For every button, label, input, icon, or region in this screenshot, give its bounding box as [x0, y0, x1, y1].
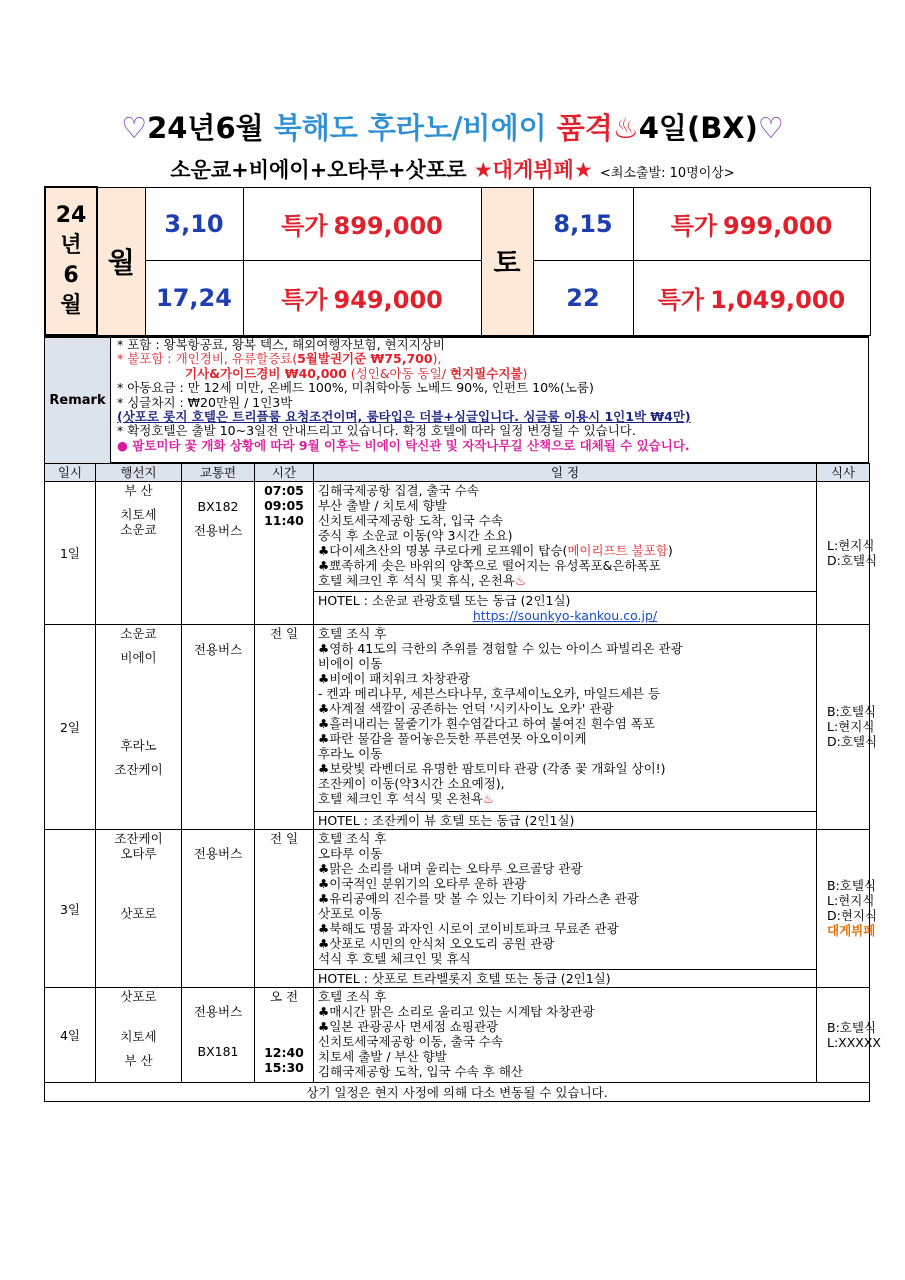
- remark-excluded: * 불포함 : 개인경비, 유류할증료(5월발권기준 ₩75,700),: [117, 352, 442, 367]
- itinerary-day-row: [45, 482, 870, 625]
- time-cell: 전 일: [255, 625, 314, 830]
- header-place: 행선지: [96, 464, 182, 482]
- heart-icon: ♡: [121, 111, 148, 145]
- transport-cell: 전용버스: [182, 625, 255, 830]
- time-cell: 전 일: [255, 830, 314, 988]
- subtitle: 소운쿄+비에이+오타루+삿포로 ★대게뷔페★ <최소출발: 10명이상>: [170, 158, 735, 182]
- departure-dates: 22: [533, 260, 633, 335]
- day-label: 2일: [45, 625, 96, 830]
- header-meal: 식사: [817, 464, 870, 482]
- header-time: 시간: [255, 464, 314, 482]
- bullet-icon: ●: [117, 438, 128, 453]
- transport-cell: BX182 전용버스: [182, 482, 255, 625]
- meal-cell: B:호텔식 L:XXXXX: [817, 988, 870, 1083]
- transport-cell: 전용버스 BX181: [182, 988, 255, 1083]
- remark-sapporo-note: (삿포로 롯지 호텔은 트리플룸 요청조건이며, 룸타입은 더블+싱글입니다. 싱글룸 이용시 1인1박 ₩4만): [117, 410, 691, 425]
- onsen-icon: ♨: [514, 573, 527, 588]
- hotel-info: HOTEL : 소운쿄 관광호텔 또는 동급 (2인1실) https://sounkyo-kankou.co.jp/: [314, 591, 816, 623]
- time-cell: 오 전 12:40 15:30: [255, 988, 314, 1083]
- remark-flower-note: ● 팜토미타 꽃 개화 상황에 따라 9월 이후는 비에이 탁신관 및 자작나무길 산책으로 대체될 수 있습니다.: [117, 438, 690, 453]
- schedule-cell: 호텔 조식 후 ♣매시간 맑은 소리로 울리고 있는 시계탑 차창관광 ♣일본 관광공사 면세점 쇼핑관광 신치토세국제공항 이동, 출국 수속 치토세 출발 / 부산 향발 김해국제공항 도착, 입국 수속 후 해산: [314, 988, 817, 1083]
- header-schedule: 일 정: [314, 464, 817, 482]
- price-table: [44, 186, 871, 336]
- departure-dates: 17,24: [145, 260, 243, 335]
- special-price: 특가 999,000: [633, 187, 870, 260]
- onsen-icon: ♨: [482, 791, 494, 806]
- header-day: 일시: [45, 464, 96, 482]
- hotel-info: HOTEL : 조잔케이 뷰 호텔 또는 동급 (2인1실): [314, 811, 816, 828]
- meal-cell: B:호텔식 L:현지식 D:호텔식: [817, 625, 870, 830]
- hotel-info: HOTEL : 삿포로 트라벨롯지 호텔 또는 동급 (2인1실): [314, 969, 816, 986]
- itinerary-day-row: [45, 625, 870, 830]
- header-transport: 교통편: [182, 464, 255, 482]
- remark-guide-fee: 기사&가이드경비 ₩40,000 (성인&아동 동일/ 현지필수지불): [185, 366, 528, 381]
- day-label: 3일: [45, 830, 96, 988]
- place-cell: 부 산 치토세 소운쿄: [96, 482, 182, 625]
- remark-confirm-note: * 확정호텔은 출발 10~3일전 안내드리고 있습니다. 확정 호텔에 따라 일정 변경될 수 있습니다.: [117, 424, 636, 439]
- crab-buffet-badge: 대게뷔페: [827, 923, 876, 938]
- place-cell: 삿포로 치토세 부 산: [96, 988, 182, 1083]
- weekday-monday: 월: [97, 187, 145, 335]
- hotel-link[interactable]: https://sounkyo-kankou.co.jp/: [472, 608, 658, 623]
- schedule-cell: 호텔 조식 후 오타루 이동 ♣맑은 소리를 내며 울리는 오타루 오르골당 관광 ♣이국적인 분위기의 오타루 운하 관광 ♣유리공예의 진수를 맛 볼 수 있는 기타이치 가라스촌 관광 삿포로 이동 ♣북해도 명물 과자인 시로이 코이비토파크 무료존 관광 ♣삿포로 시민의 안식처 오오도리 공원 관광 석식 후 호텔 체크인 및 휴식 HOTEL : 삿포로 트라벨롯지 호텔 또는 동급 (2인1실): [314, 830, 817, 988]
- remark-body: [117, 338, 867, 453]
- year-month-cell: 24 년 6 월: [45, 187, 97, 335]
- onsen-icon: ♨: [612, 111, 639, 145]
- special-price: 특가 949,000: [243, 260, 481, 335]
- itinerary-day-row: [45, 988, 870, 1083]
- star-icon: ★: [473, 158, 493, 182]
- itinerary-table: [44, 463, 881, 1102]
- place-cell: 소운쿄 비에이 후라노 조잔케이: [96, 625, 182, 830]
- itinerary-day-row: [45, 830, 870, 988]
- main-title: ♡24년6월 북해도 후라노/비에이 품격♨4일(BX)♡: [121, 111, 784, 145]
- special-price: 특가 899,000: [243, 187, 481, 260]
- heart-icon: ♡: [757, 111, 784, 145]
- place-cell: 조잔케이 오타루 삿포로: [96, 830, 182, 988]
- star-icon: ★: [573, 158, 593, 182]
- itinerary-footer-note: 상기 일정은 현지 사정에 의해 다소 변동될 수 있습니다.: [45, 1083, 870, 1102]
- min-departure-note: <최소출발: 10명이상>: [599, 166, 735, 181]
- meal-cell: L:현지식 D:호텔식: [817, 482, 870, 625]
- remark-child-fee: * 아동요금 : 만 12세 미만, 온베드 100%, 미취학아동 노베드 90%, 인펀트 10%(노룸): [117, 381, 594, 396]
- departure-dates: 8,15: [533, 187, 633, 260]
- schedule-cell: 김해국제공항 집결, 출국 수속 부산 출발 / 치토세 향발 신치토세국제공항 도착, 입국 수속 중식 후 소운쿄 이동(약 3시간 소요) ♣다이세츠산의 명봉 쿠로다케 로프웨이 탑승(메이리프트 불포함) ♣뾰족하게 솟은 바위의 양쪽으로 떨어지는 유성폭포&은하폭포 호텔 체크인 후 석식 및 휴식, 온천욕♨ HOTEL : 소운쿄 관광호텔 또는 동급 (2인1실) https://sounkyo-kankou.co.jp/: [314, 482, 817, 625]
- remark-label: Remark: [45, 338, 111, 463]
- remark-single-charge: * 싱글차지 : ₩20만원 / 1인3박: [117, 395, 293, 410]
- meal-cell: B:호텔식 L:현지식 D:현지식 대게뷔페: [817, 830, 870, 988]
- time-cell: 07:05 09:05 11:40: [255, 482, 314, 625]
- schedule-cell: 호텔 조식 후 ♣영하 41도의 극한의 추위를 경험할 수 있는 아이스 파빌리온 관광 비에이 이동 ♣비에이 패치워크 차창관광 - 켄과 메리나무, 세븐스타나무, 호쿠세이노오카, 마일드세븐 등 ♣사계절 색깔이 공존하는 언덕 '시키사이노 오카' 관광 ♣흘러내리는 물줄기가 흰수염같다고 하여 붙여진 흰수염 폭포 ♣파란 물감을 풀어놓은듯한 푸른연못 아오이이케 후라노 이동 ♣보랏빛 라벤더로 유명한 팜토미타 관광 (각종 꽃 개화일 상이!) 조잔케이 이동(약3시간 소요예정), 호텔 체크인 후 석식 및 온천욕♨ HOTEL : 조잔케이 뷰 호텔 또는 동급 (2인1실): [314, 625, 817, 830]
- day-label: 4일: [45, 988, 96, 1083]
- transport-cell: 전용버스: [182, 830, 255, 988]
- departure-dates: 3,10: [145, 187, 243, 260]
- remark-section: [44, 336, 869, 463]
- special-price: 특가 1,049,000: [633, 260, 870, 335]
- remark-included: * 포함 : 왕복항공료, 왕복 텍스, 해외여행자보험, 현지지상비: [117, 338, 445, 352]
- weekday-saturday: 토: [481, 187, 533, 335]
- day-label: 1일: [45, 482, 96, 625]
